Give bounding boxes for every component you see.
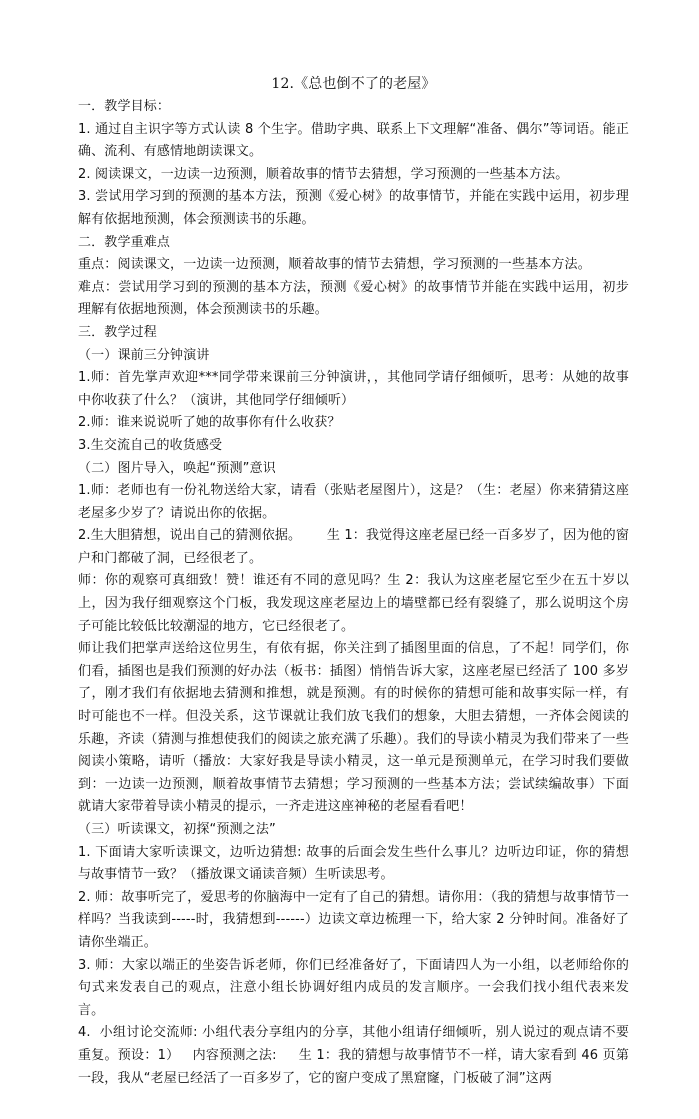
page-title: 12.《总也倒不了的老屋》 <box>271 76 436 92</box>
paragraph: 师让我们把掌声送给这位男生，有依有据，你关注到了插图里面的信息，了不起！同学们，你们看，插图也是我们预测的好办法（板书：插图）悄悄告诉大家，这座老屋已经活了 100 多岁了，刚才我们有依据地去猜测和推想，就是预测。有的时候你的猜想可能和故事实际一样，有时可能也不一样。但没关系，这节课就让我们放飞我们的想象，大胆去猜想，一齐体会阅读的乐趣，齐读（猜测与推想使我们的阅读之旅充满了乐趣）。我们的导读小精灵为我们带来了一些阅读小策略，请听（播放：大家好我是导读小精灵，这一单元是预测单元，在学习时我们要做到：一边读一边预测，顺着故事情节去猜想；学习预测的一些基本方法；尝试续编故事）下面就请大家带着导读小精灵的提示，一齐走进这座神秘的老屋看看吧！ <box>78 641 629 815</box>
section-heading-goals: 一．教学目标： <box>78 99 171 114</box>
paragraph: 4. 小组讨论交流师: 小组代表分享组内的分享，其他小组请仔细倾听，别人说过的观点请不要重复。预设：1） 内容预测之法: 生 1：我的猜想与故事情节不一样，请大家看到 46 页第一段，我从“老屋已经活了一百多岁了，它的窗户变成了黑窟窿，门板破了洞”这两 <box>78 1025 629 1086</box>
paragraph: 1.师：老师也有一份礼物送给大家，请看（张贴老屋图片），这是？（生：老屋）你来猜猜这座老屋多少岁了？请说出你的依据。 <box>78 483 629 521</box>
paragraph: 难点：尝试用学习到的预测的基本方法，预测《爱心树》的故事情节并能在实践中运用，初步理解有依据地预测，体会预测读书的乐趣。 <box>78 279 629 318</box>
paragraph: 师：你的观察可真细致！赞！谁还有不同的意见吗？生 2：我认为这座老屋它至少在五十岁以上，因为我仔细观察这个门板，我发现这座老屋边上的墙壁都已经有裂缝了，那么说明这个房子可能比较低比较潮湿的地方，它已经很老了。 <box>78 573 629 634</box>
paragraph: 2. 师：故事听完了，爱思考的你脑海中一定有了自己的猜想。请你用：（我的猜想与故事情节一样吗？当我读到-----时，我猜想到------）边读文章边梳理一下，给大家 2 分钟时间。准备好了请你坐端正。 <box>78 889 629 950</box>
section-heading-process: 三．教学过程 <box>78 324 157 340</box>
paragraph: 1.师：首先掌声欢迎***同学带来课前三分钟演讲，，其他同学请仔细倾听，思考：从她的故事中你收获了什么？（演讲，其他同学仔细倾听） <box>78 370 629 408</box>
subsection-heading: （二）图片导入，唤起“预测”意识 <box>78 460 276 476</box>
paragraph: 2.师：谁来说说听了她的故事你有什么收获？ <box>78 415 341 431</box>
subsection-heading: （一）课前三分钟演讲 <box>78 347 210 363</box>
paragraph: 3. 师：大家以端正的坐姿告诉老师，你们已经准备好了，下面请四人为一小组，以老师给你的句式来发表自己的观点，注意小组长协调好组内成员的发言顺序。一会我们找小组代表来发言。 <box>78 957 629 1018</box>
paragraph: 3. 尝试用学习到的预测的基本方法，预测《爱心树》的故事情节，并能在实践中运用，初步理解有依据地预测，体会预测读书的乐趣。 <box>78 189 629 227</box>
subsection-heading: （三）听读课文，初探“预测之法” <box>78 822 276 837</box>
section-heading-keypoints: 二．教学重难点 <box>78 234 171 250</box>
paragraph: 2. 阅读课文，一边读一边预测，顺着故事的情节去猜想，学习预测的一些基本方法。 <box>78 166 569 182</box>
paragraph: 1. 通过自主识字等方式认读 8 个生字。借助字典、联系上下文理解“准备、偶尔”等词语。能正确、流利、有感情地朗读课文。 <box>78 121 629 160</box>
paragraph: 3.生交流自己的收货感受 <box>78 437 223 453</box>
paragraph: 重点：阅读课文，一边读一边预测，顺着故事的情节去猜想，学习预测的一些基本方法。 <box>78 257 591 273</box>
paragraph: 1. 下面请大家听读课文，边听边猜想: 故事的后面会发生些什么事儿？边听边印证，你的猜想与故事情节一致？（播放课文诵读音频）生听读思考。 <box>78 844 629 883</box>
paragraph: 2.生大胆猜想，说出自己的猜测依据。 生 1：我觉得这座老屋已经一百多岁了，因为他的窗户和门都破了洞，已经很老了。 <box>78 528 629 566</box>
